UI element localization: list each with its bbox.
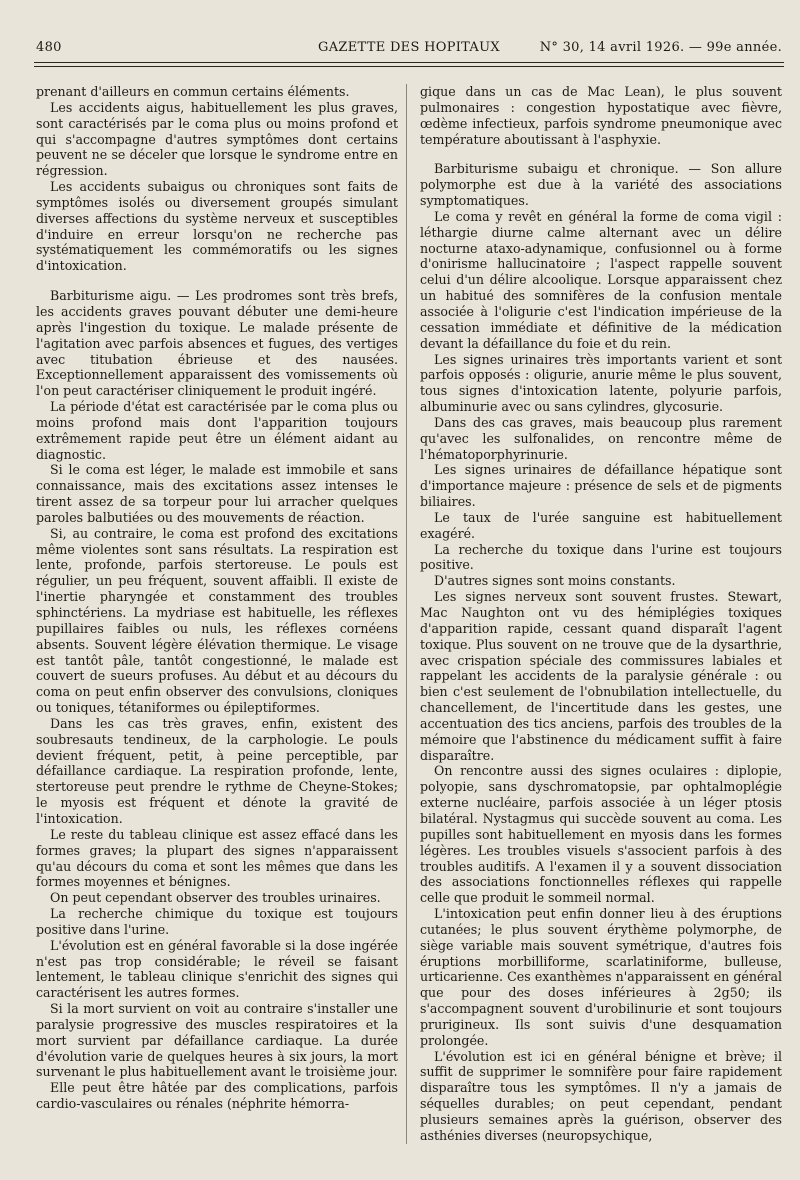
running-head [36, 40, 782, 62]
paragraph: Le coma y revêt en général la forme de coma vigil : léthargie diurne calme alternant avec un délire nocturne ataxo-adynamique, confusionnel ou à forme d'onirisme hallucinatoire ; l'aspect rappelle souvent celui d'un délire alcoolique. Lorsque apparaissent chez un habitué des somnifères de la confusion mentale associée à l'oligurie c'est l'indication impérieuse de la cessation immédiate et définitive de la médication devant la défaillance du foie et du rein. [420, 208, 782, 351]
paragraph: Dans des cas graves, mais beaucoup plus rarement qu'avec les sulfonalides, on rencontre même de l'hématoporphyrinurie. [420, 414, 782, 462]
paragraph: L'évolution est en général favorable si la dose ingérée n'est pas trop considérable; le réveil se faisant lentement, le tableau clinique s'enrichit des signes qui caractérisent les autres formes. [36, 937, 398, 1001]
paragraph: Les signes urinaires de défaillance hépatique sont d'importance majeure : présence de sels et de pigments biliaires. [420, 462, 782, 510]
section-paragraph-barbiturisme-aigu: Barbiturisme aigu. — Les prodromes sont très brefs, les accidents graves pouvant débuter une demi-heure après l'ingestion du toxique. Le malade présente de l'agitation avec parfois absences et fugues, des vertiges avec titubation ébrieuse et des nausées. Exceptionnellement apparaissent des vomissements où l'on peut caractériser cliniquement le produit ingéré. [36, 288, 398, 399]
right-column [420, 84, 782, 1144]
paragraph: Les signes nerveux sont souvent frustes. Stewart, Mac Naughton ont vu des hémiplégies toxiques d'apparition rapide, cessant quand disparaît l'agent toxique. Plus souvent on ne trouve que de la dysarthrie, avec crispation spéciale des commissures labiales et rappelant les accidents de la paralysie générale : ou bien c'est seulement de l'obnubilation intellectuelle, du chancellement, de l'incertitude dans les gestes, une accentuation des tics anciens, parfois des troubles de la mémoire que l'abstinence du médicament suffit à faire disparaître. [420, 589, 782, 763]
paragraph: On peut cependant observer des troubles urinaires. [50, 890, 381, 906]
paragraph: Si la mort survient on voit au contraire s'installer une paralysie progressive des muscles respiratoires et la mort survient par défaillance cardiaque. La durée d'évolution varie de quelques heures à six jours, la mort survenant le plus habituellement avant le troisième jour. [36, 1001, 398, 1080]
paragraph: Si, au contraire, le coma est profond des excitations même violentes sont sans résultats. La respiration est lente, profonde, parfois stertoreuse. Le pouls est régulier, un peu fréquent, souvent affaibli. Il existe de l'inertie pharyngée et constamment des troubles sphinctériens. La mydriase est habituelle, les réflexes pupillaires faibles ou nuls, les réflexes cornéens absents. Souvent légère élévation thermique. Le visage est tantôt pâle, tantôt congestionné, le malade est couvert de sueurs profuses. Au début et au décours du coma on peut enfin observer des convulsions, cloniques ou toniques, tétaniformes ou épileptiformes. [36, 525, 398, 716]
section-paragraph-barbiturisme-chronique: Barbiturisme subaigu et chronique. — Son allure polymorphe est due à la variété des associations symptomatiques. [420, 161, 782, 209]
paragraph: Le reste du tableau clinique est assez effacé dans les formes graves; la plupart des signes n'apparaissent qu'au décours du coma et sont les mêmes que dans les formes moyennes et bénignes. [36, 826, 398, 890]
paragraph: La recherche chimique du toxique est toujours positive dans l'urine. [36, 906, 398, 937]
paragraph: gique dans un cas de Mac Lean), le plus souvent pulmonaires : congestion hypostatique avec fièvre, œdème infectieux, parfois syndrome pneumonique avec température aboutissant à l'asphyxie. [420, 84, 782, 147]
paragraph: La période d'état est caractérisée par le coma plus ou moins profond mais dont l'apparition toujours extrêmement rapide peut être un élément aidant au diagnostic. [36, 399, 398, 462]
header-rule-double [34, 66, 784, 67]
page-number: 480 [36, 40, 62, 55]
paragraph: D'autres signes sont moins constants. [434, 573, 676, 589]
journal-title: GAZETTE DES HOPITAUX [318, 40, 500, 55]
paragraph: Les accidents aigus, habituellement les plus graves, sont caractérisés par le coma plus ou moins profond et qui s'accompagne d'autres symptômes dont certains peuvent ne se déceler que lorsque le syndrome entre en régression. [36, 99, 398, 179]
paragraph: Elle peut être hâtée par des complications, parfois cardio-vasculaires ou rénales (néphrite hémorra- [36, 1080, 398, 1112]
paragraph: Si le coma est léger, le malade est immobile et sans connaissance, mais des excitations assez intenses le tirent assez de sa torpeur pour lui arracher quelques paroles balbutiées ou des mouvements de réaction. [36, 462, 398, 525]
paragraph: Le taux de l'urée sanguine est habituellement exagéré. [420, 509, 782, 541]
paragraph: L'intoxication peut enfin donner lieu à des éruptions cutanées; le plus souvent érythème polymorphe, de siège variable mais souvent symétrique, d'autres fois éruptions morbilliforme, scarlatiniforme, bulleuse, urticarienne. Ces exanthèmes n'apparaissent en général que pour des doses inférieures à 2g50; ils s'accompagnent souvent d'urobilinurie et sont toujours prurigineux. Ils sont suivis d'une desquamation prolongée. [420, 906, 782, 1048]
issue-info: N° 30, 14 avril 1926. — 99e année. [539, 40, 782, 55]
paragraph: Les signes urinaires très importants varient et sont parfois opposés : oligurie, anurie même le plus souvent, tous signes d'intoxication latente, polyurie parfois, albuminurie avec ou sans cylindres, glycosurie. [420, 351, 782, 415]
paragraph: prenant d'ailleurs en commun certains éléments. [36, 84, 350, 99]
paragraph: On rencontre aussi des signes oculaires : diplopie, polyopie, sans dyschromatopsie, par ophtalmoplégie externe nucléaire, parfois associée à un léger ptosis bilatéral. Nystagmus qui succède souvent au coma. Les pupilles sont habituellement en myosis dans les formes légères. Les troubles visuels s'associent parfois à des troubles auditifs. A l'examen il y a souvent dissociation des associations fonctionnelles réflexes qui rappelle celle que produit le sommeil normal. [420, 763, 782, 906]
column-gutter [406, 84, 407, 1144]
paragraph: L'évolution est ici en général bénigne et brève; il suffit de supprimer le somnifère pour faire rapidement disparaître tous les symptômes. Il n'y a jamais de séquelles durables; on peut cependant, pendant plusieurs semaines après la guérison, observer des asthénies diverses (neuropsychique, [420, 1048, 782, 1143]
left-column [36, 84, 398, 1112]
header-rule [34, 62, 784, 63]
paragraph: La recherche du toxique dans l'urine est toujours positive. [420, 541, 782, 573]
paragraph: Dans les cas très graves, enfin, existent des soubresauts tendineux, de la carphologie. Le pouls devient fréquent, petit, à peine perceptible, par défaillance cardiaque. La respiration profonde, lente, stertoreuse peut prendre le rythme de Cheyne-Stokes; le myosis est fréquent et dénote la gravité de l'intoxication. [36, 715, 398, 826]
paragraph: Les accidents subaigus ou chroniques sont faits de symptômes isolés ou diversement groupés simulant diverses affections du système nerveux et susceptibles d'induire en erreur lorsqu'on ne recherche pas systématiquement les commémoratifs ou les signes d'intoxication. [36, 179, 398, 274]
